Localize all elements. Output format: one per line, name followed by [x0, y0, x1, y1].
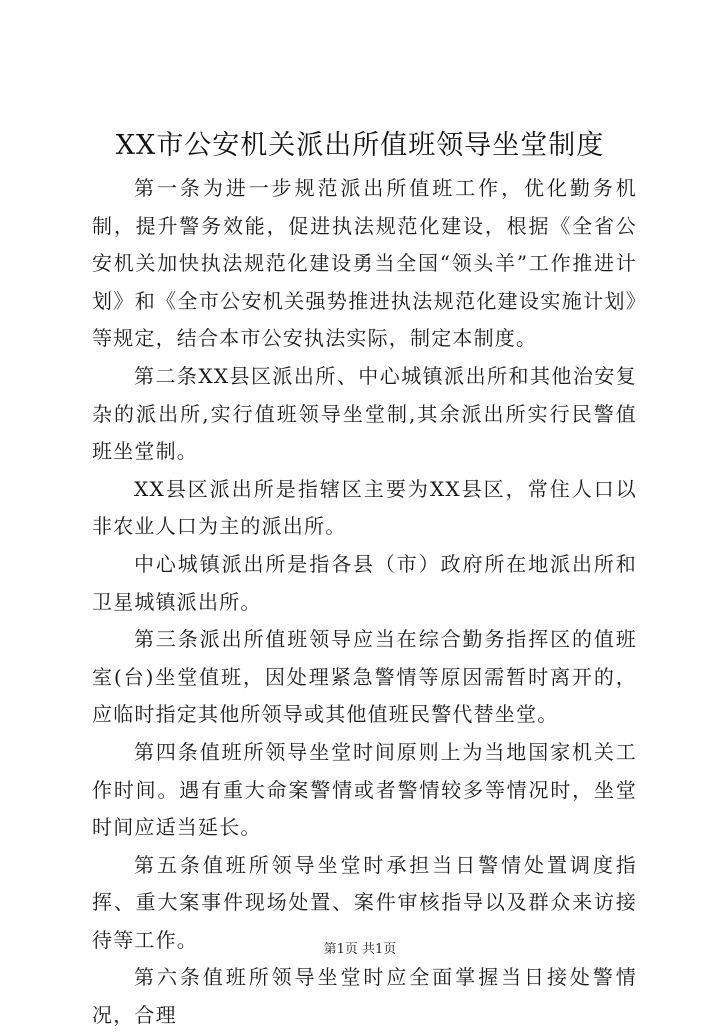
paragraph-article-2: 第二条XX县区派出所、中心城镇派出所和其他治安复杂的派出所,实行值班领导坐堂制,其余派出所实行民警值班坐堂制。: [92, 363, 637, 464]
document-title: XX市公安机关派出所值班领导坐堂制度: [115, 130, 605, 161]
paragraph-article-6: 第六条值班所领导坐堂时应全面掌握当日接处警情况，合理: [92, 965, 637, 1028]
document-body: [92, 170, 637, 1035]
paragraph-article-4: 第四条值班所领导坐堂时间原则上为当地国家机关工作时间。遇有重大命案警情或者警情较多等情况时，坐堂时间应适当延长。: [92, 739, 637, 840]
paragraph-article-1: 第一条为进一步规范派出所值班工作，优化勤务机制，提升警务效能，促进执法规范化建设，根据《全省公安机关加快执法规范化建设勇当全国“领头羊”工作推进计划》和《全市公安机关强势推进执法规范化建设实施计划》等规定，结合本市公安执法实际，制定本制度。: [92, 176, 637, 351]
paragraph-county-definition: XX县区派出所是指辖区主要为XX县区，常住人口以非农业人口为主的派出所。: [92, 476, 637, 539]
paragraph-article-5: 第五条值班所领导坐堂时承担当日警情处置调度指挥、重大案事件现场处置、案件审核指导以及群众来访接待等工作。: [92, 852, 637, 952]
paragraph-article-3: 第三条派出所值班领导应当在综合勤务指挥区的值班室(台)坐堂值班，因处理紧急警情等原因需暂时离开的，应临时指定其他所领导或其他值班民警代替坐堂。: [92, 627, 637, 727]
page-footer: 第1页 共1页: [323, 942, 397, 957]
paragraph-town-definition: 中心城镇派出所是指各县（市）政府所在地派出所和卫星城镇派出所。: [92, 551, 637, 614]
